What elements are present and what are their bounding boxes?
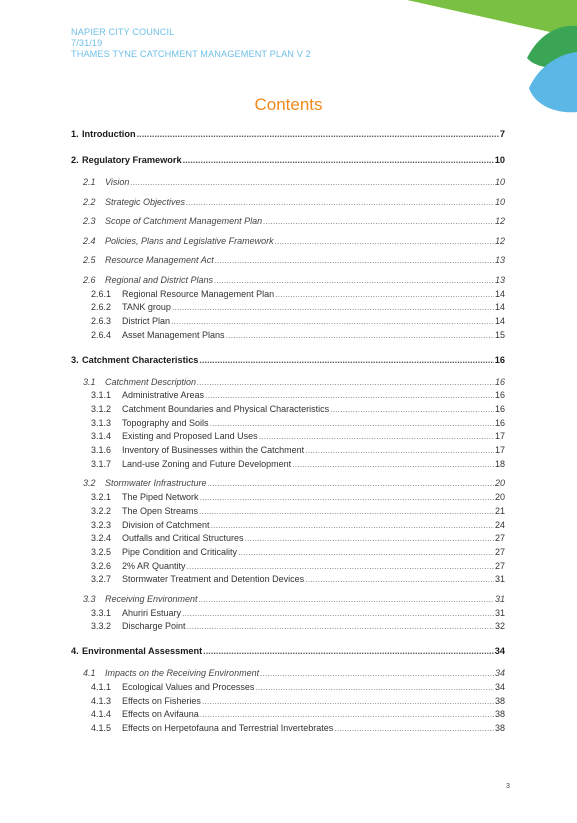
- toc-entry-page: 7: [499, 129, 505, 139]
- toc-entry-page: 34: [494, 681, 505, 692]
- toc-entry-title: Asset Management Plans: [122, 329, 225, 340]
- toc-entry[interactable]: [71, 315, 505, 327]
- toc-entry-number: 3.1.1: [91, 390, 112, 401]
- toc-dot-leader: [214, 274, 494, 286]
- toc-dot-leader: [238, 546, 494, 558]
- toc-entry-number: 3.2.1: [91, 492, 112, 503]
- toc-entry-page: 38: [494, 709, 505, 720]
- toc-entry-page: 38: [494, 722, 505, 733]
- toc-dot-leader: [275, 235, 494, 247]
- toc-entry-title: Environmental Assessment: [82, 646, 203, 657]
- toc-entry[interactable]: [71, 196, 505, 208]
- toc-entry-title: Administrative Areas: [122, 390, 205, 401]
- toc-dot-leader: [260, 667, 494, 679]
- toc-entry-number: 3.3.2: [91, 621, 112, 632]
- toc-entry[interactable]: [71, 477, 505, 489]
- toc-dot-leader: [215, 254, 494, 266]
- toc-dot-leader: [137, 128, 499, 141]
- toc-entry[interactable]: [71, 491, 505, 503]
- toc-entry-page: 10: [494, 177, 505, 187]
- toc-entry-page: 38: [494, 695, 505, 706]
- toc-dot-leader: [205, 389, 494, 401]
- toc-entry-number: 3.2.3: [91, 519, 112, 530]
- toc-entry-page: 14: [494, 316, 505, 327]
- toc-dot-leader: [187, 620, 494, 632]
- toc-entry-page: 15: [494, 329, 505, 340]
- toc-entry-page: 16: [494, 404, 505, 415]
- toc-entry-page: 20: [494, 492, 505, 503]
- toc-entry[interactable]: [71, 519, 505, 531]
- toc-entry-page: 17: [494, 445, 505, 456]
- toc-dot-leader: [275, 288, 494, 300]
- toc-entry[interactable]: [71, 573, 505, 585]
- toc-entry-page: 21: [494, 505, 505, 516]
- toc-entry-number: 2.: [71, 155, 79, 165]
- contents-title: Contents: [254, 95, 323, 114]
- toc-entry[interactable]: [71, 620, 505, 632]
- toc-entry[interactable]: [71, 403, 505, 415]
- toc-entry-title: Introduction: [82, 129, 136, 139]
- toc-entry[interactable]: [71, 667, 505, 679]
- toc-entry-number: 3.2.2: [91, 505, 112, 516]
- toc-dot-leader: [130, 176, 494, 188]
- toc-entry-title: Outfalls and Critical Structures: [122, 533, 244, 544]
- toc-entry[interactable]: [71, 417, 505, 429]
- toc-entry-number: 2.4: [83, 235, 96, 246]
- toc-entry-title: The Piped Network: [122, 492, 199, 503]
- toc-dot-leader: [210, 417, 494, 429]
- toc-entry-title: Policies, Plans and Legislative Framework: [105, 235, 274, 246]
- toc-entry-number: 2.1: [83, 177, 96, 187]
- toc-entry-number: 3.1: [83, 376, 96, 387]
- toc-entry-title: Existing and Proposed Land Uses: [122, 431, 258, 442]
- toc-entry-title: Effects on Herpetofauna and Terrestrial Invertebrates: [122, 722, 334, 733]
- toc-entry-page: 31: [494, 607, 505, 618]
- toc-entry-title: Topography and Soils: [122, 417, 209, 428]
- toc-entry-title: Stormwater Infrastructure: [105, 478, 207, 489]
- toc-entry-page: 34: [494, 668, 505, 679]
- toc-dot-leader: [200, 708, 494, 720]
- toc-dot-leader: [187, 560, 494, 572]
- document-header: [71, 27, 311, 60]
- toc-entry-title: TANK group: [122, 302, 171, 313]
- toc-entry[interactable]: [71, 722, 505, 734]
- toc-entry-number: 4.1: [83, 668, 96, 679]
- toc-entry-number: 2.3: [83, 216, 96, 227]
- header-organization: NAPIER CITY COUNCIL: [71, 27, 175, 37]
- toc-entry[interactable]: [71, 176, 505, 188]
- toc-dot-leader: [182, 607, 494, 619]
- toc-entry-page: 14: [494, 302, 505, 313]
- toc-dot-leader: [199, 354, 493, 367]
- toc-entry-title: Vision: [105, 177, 130, 187]
- toc-entry-title: Catchment Boundaries and Physical Characteristics: [122, 404, 330, 415]
- toc-entry-title: Regional and District Plans: [105, 274, 214, 285]
- header-date: 7/31/19: [71, 38, 103, 48]
- toc-entry-title: District Plan: [122, 316, 171, 327]
- toc-entry-title: Effects on Fisheries: [122, 695, 201, 706]
- toc-dot-leader: [245, 532, 494, 544]
- toc-entry-number: 2.5: [83, 255, 96, 266]
- toc-entry-number: 4.1.1: [91, 681, 112, 692]
- toc-entry-number: 3.2.6: [91, 560, 112, 571]
- toc-entry[interactable]: [71, 274, 505, 286]
- toc-entry-title: Scope of Catchment Management Plan: [105, 216, 263, 227]
- toc-dot-leader: [305, 573, 494, 585]
- toc-entry-number: 3.1.7: [91, 458, 112, 469]
- toc-entry-number: 2.6.1: [91, 288, 112, 299]
- toc-dot-leader: [334, 722, 494, 734]
- toc-dot-leader: [200, 491, 494, 503]
- toc-entry[interactable]: [71, 593, 505, 605]
- toc-entry-page: 13: [494, 274, 505, 285]
- toc-entry-number: 2.6: [83, 274, 96, 285]
- toc-entry-page: 12: [494, 216, 505, 227]
- toc-entry-page: 27: [494, 560, 505, 571]
- toc-entry[interactable]: [71, 254, 505, 266]
- toc-dot-leader: [172, 301, 494, 313]
- toc-dot-leader: [199, 505, 494, 517]
- toc-entry-title: Ecological Values and Processes: [122, 681, 255, 692]
- toc-entry[interactable]: [71, 444, 505, 456]
- toc-entry-number: 4.: [71, 646, 79, 657]
- toc-entry-title: Catchment Description: [105, 376, 197, 387]
- toc-entry-title: Regulatory Framework: [82, 155, 182, 165]
- toc-entry-page: 16: [494, 390, 505, 401]
- toc-entry-title: Ahuriri Estuary: [122, 607, 182, 618]
- toc-entry[interactable]: [71, 154, 505, 167]
- toc-entry-page: 10: [494, 196, 505, 207]
- toc-entry-title: Inventory of Businesses within the Catchment: [122, 445, 305, 456]
- toc-dot-leader: [183, 154, 494, 167]
- toc-dot-leader: [203, 645, 494, 658]
- toc-entry-number: 2.6.3: [91, 316, 112, 327]
- toc-entry-title: Division of Catchment: [122, 519, 210, 530]
- toc-entry[interactable]: [71, 560, 505, 572]
- toc-entry-number: 3.2: [83, 478, 96, 489]
- toc-entry[interactable]: [71, 235, 505, 247]
- toc-dot-leader: [259, 430, 494, 442]
- toc-entry[interactable]: [71, 301, 505, 313]
- toc-entry-page: 18: [494, 458, 505, 469]
- toc-entry-title: Stormwater Treatment and Detention Devices: [122, 574, 305, 585]
- toc-entry-page: 31: [494, 574, 505, 585]
- toc-entry-number: 3.1.3: [91, 417, 112, 428]
- toc-entry-page: 10: [494, 155, 505, 165]
- toc-entry-number: 2.2: [83, 196, 96, 207]
- toc-entry-title: Effects on Avifauna: [122, 709, 199, 720]
- toc-entry-number: 3.3: [83, 593, 96, 604]
- toc-entry-number: 3.1.2: [91, 404, 112, 415]
- toc-entry-title: 2% AR Quantity: [122, 560, 186, 571]
- toc-entry[interactable]: [71, 681, 505, 693]
- toc-dot-leader: [211, 519, 494, 531]
- toc-dot-leader: [171, 315, 494, 327]
- toc-entry-page: 13: [494, 255, 505, 266]
- toc-entry-title: Discharge Point: [122, 621, 186, 632]
- toc-entry[interactable]: [71, 354, 505, 367]
- toc-entry-title: Impacts on the Receiving Environment: [105, 668, 260, 679]
- toc-entry-title: Regional Resource Management Plan: [122, 288, 275, 299]
- toc-dot-leader: [305, 444, 494, 456]
- toc-entry[interactable]: [71, 376, 505, 388]
- toc-entry[interactable]: [71, 430, 505, 442]
- toc-dot-leader: [197, 376, 494, 388]
- toc-entry[interactable]: [71, 532, 505, 544]
- toc-entry-page: 24: [494, 519, 505, 530]
- toc-dot-leader: [292, 458, 494, 470]
- toc-entry-number: 4.1.5: [91, 722, 112, 733]
- toc-entry-page: 14: [494, 288, 505, 299]
- toc-entry-page: 12: [494, 235, 505, 246]
- toc-dot-leader: [263, 215, 494, 227]
- toc-dot-leader: [199, 593, 494, 605]
- toc-entry-title: The Open Streams: [122, 505, 199, 516]
- toc-entry-page: 16: [494, 376, 505, 387]
- toc-entry[interactable]: [71, 708, 505, 720]
- toc-dot-leader: [255, 681, 494, 693]
- toc-entry-number: 3.3.1: [91, 607, 112, 618]
- toc-entry[interactable]: [71, 458, 505, 470]
- toc-entry-number: 4.1.3: [91, 695, 112, 706]
- toc-entry[interactable]: [71, 329, 505, 341]
- toc-entry[interactable]: [71, 288, 505, 300]
- toc-entry-number: 3.2.5: [91, 546, 112, 557]
- toc-entry-title: Pipe Condition and Criticality: [122, 546, 238, 557]
- toc-entry[interactable]: [71, 128, 505, 141]
- toc-entry[interactable]: [71, 215, 505, 227]
- toc-entry[interactable]: [71, 546, 505, 558]
- toc-entry-page: 16: [494, 417, 505, 428]
- toc-entry-number: 3.1.6: [91, 445, 112, 456]
- toc-entry-page: 34: [494, 646, 505, 657]
- toc-entry[interactable]: [71, 645, 505, 658]
- toc-entry-title: Receiving Environment: [105, 593, 198, 604]
- toc-entry-number: 3.1.4: [91, 431, 112, 442]
- toc-entry[interactable]: [71, 695, 505, 707]
- page-number: 3: [506, 783, 510, 790]
- toc-entry-page: 27: [494, 546, 505, 557]
- toc-entry[interactable]: [71, 607, 505, 619]
- toc-entry-number: 3.2.4: [91, 533, 112, 544]
- header-document-title: THAMES TYNE CATCHMENT MANAGEMENT PLAN V 2: [71, 49, 311, 59]
- toc-dot-leader: [226, 329, 494, 341]
- toc-entry[interactable]: [71, 389, 505, 401]
- toc-entry-number: 3.: [71, 354, 79, 365]
- toc-entry-title: Strategic Objectives: [105, 196, 186, 207]
- toc-entry-title: Resource Management Act: [105, 255, 214, 266]
- toc-entry-number: 3.2.7: [91, 574, 112, 585]
- toc-entry-title: Catchment Characteristics: [82, 354, 199, 365]
- toc-dot-leader: [330, 403, 494, 415]
- table-of-contents: [71, 128, 505, 734]
- toc-entry-number: 1.: [71, 129, 79, 139]
- toc-entry-number: 2.6.4: [91, 329, 112, 340]
- toc-entry-page: 31: [494, 593, 505, 604]
- toc-entry-page: 27: [494, 533, 505, 544]
- toc-entry-number: 2.6.2: [91, 302, 112, 313]
- toc-entry-page: 17: [494, 431, 505, 442]
- toc-dot-leader: [208, 477, 494, 489]
- toc-entry-page: 16: [494, 354, 505, 365]
- toc-dot-leader: [186, 196, 494, 208]
- toc-entry-page: 32: [494, 621, 505, 632]
- toc-entry-title: Land-use Zoning and Future Development: [122, 458, 292, 469]
- toc-entry[interactable]: [71, 505, 505, 517]
- toc-entry-number: 4.1.4: [91, 709, 112, 720]
- toc-dot-leader: [202, 695, 494, 707]
- toc-entry-page: 20: [494, 478, 505, 489]
